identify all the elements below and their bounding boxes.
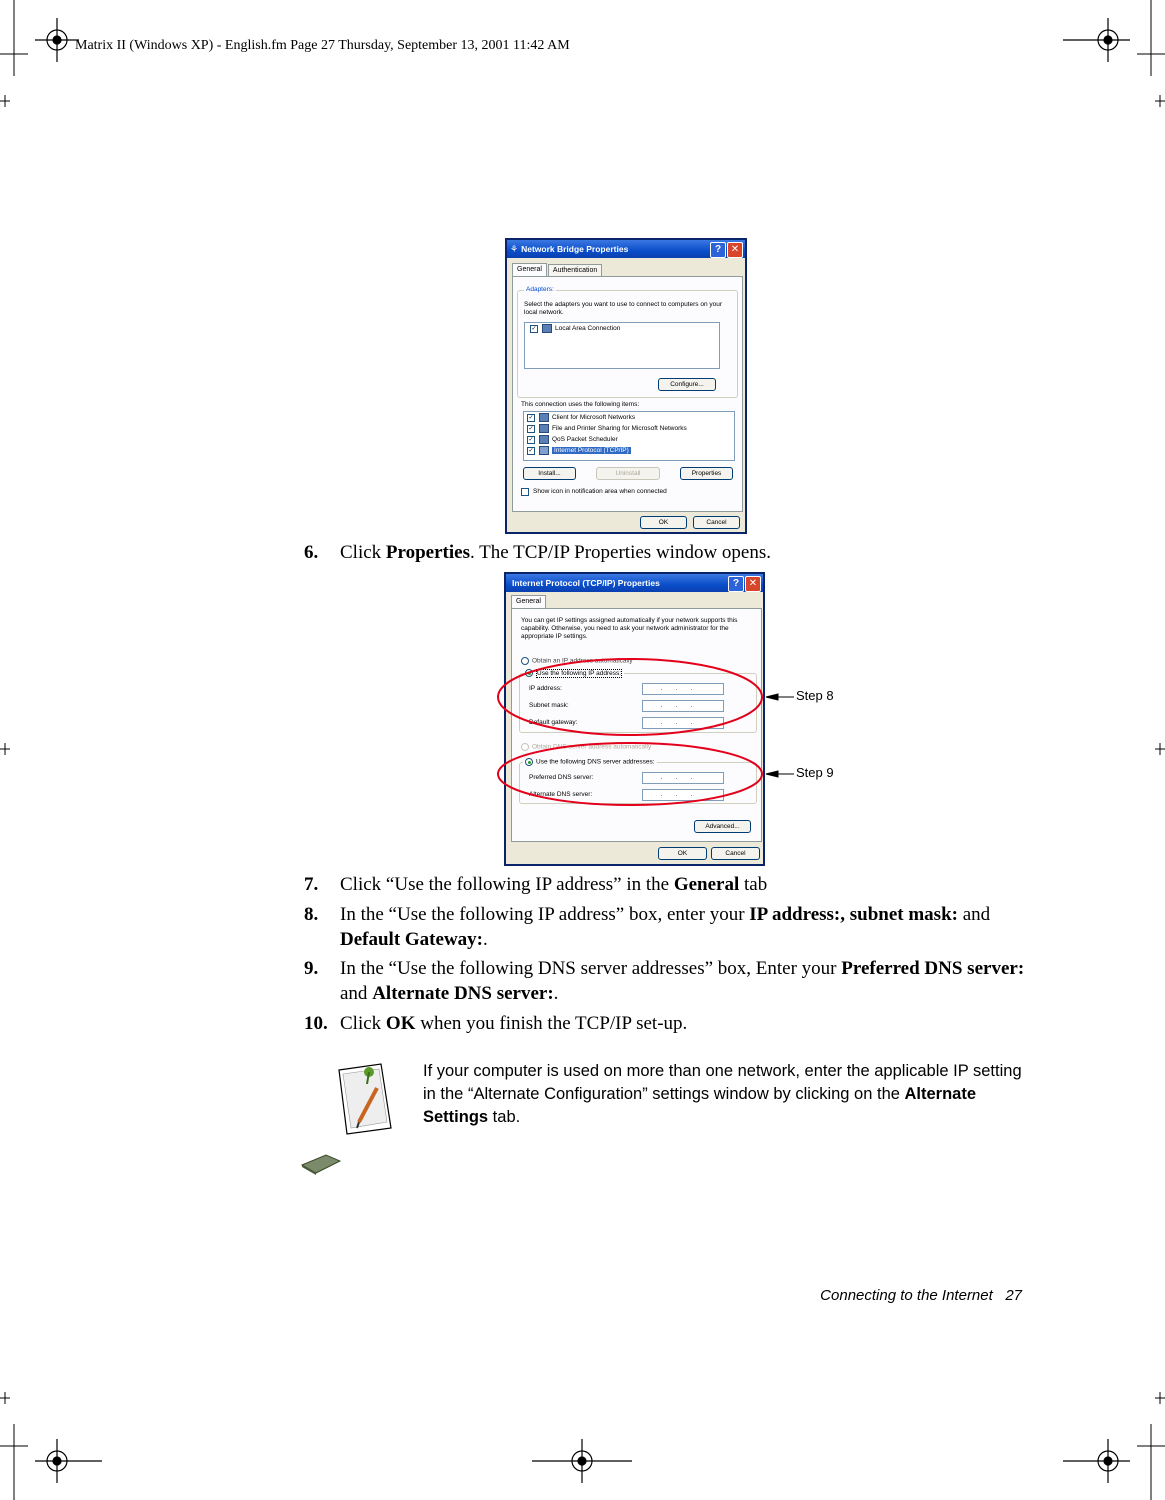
item-label: File and Printer Sharing for Microsoft Networks: [552, 425, 687, 432]
qos-icon: [539, 435, 549, 444]
ip-address-label: IP address:: [529, 685, 562, 692]
install-button[interactable]: Install...: [523, 467, 576, 480]
adapters-legend: Adapters:: [526, 286, 554, 293]
adapters-description: Select the adapters you want to use to connect to computers on your local network.: [524, 301, 723, 316]
step-bold: Alternate DNS server:: [372, 983, 554, 1004]
preferred-dns-label: Preferred DNS server:: [529, 774, 594, 781]
page-footer: [820, 1287, 1022, 1304]
list-item[interactable]: [524, 412, 734, 423]
client-icon: [539, 413, 549, 422]
description: You can get IP settings assigned automatically if your network supports this capability. Otherwise, you need to ask your network administrator for the appropriate IP settings.: [521, 617, 738, 640]
properties-button[interactable]: Properties: [680, 467, 733, 480]
tab-general[interactable]: General: [512, 263, 547, 276]
step8-arrowhead-icon: [766, 694, 778, 700]
step-text: Click: [340, 1013, 386, 1034]
list-item-selected[interactable]: [524, 445, 734, 456]
step-7: [304, 872, 1024, 897]
checkbox-checked-icon[interactable]: ✓: [528, 425, 534, 432]
dialog-titlebar: [506, 574, 763, 592]
adapters-group: [517, 286, 738, 398]
checkbox-checked-icon[interactable]: ✓: [528, 447, 534, 454]
list-item[interactable]: [525, 323, 719, 334]
checkbox-unchecked-icon[interactable]: [521, 488, 529, 496]
step9-arrowhead-icon: [766, 771, 778, 777]
checkbox-checked-icon[interactable]: ✓: [528, 436, 534, 443]
sharing-icon: [539, 424, 549, 433]
adapters-list[interactable]: [524, 322, 720, 369]
step-6: [304, 540, 1024, 565]
dialog-titlebar: [507, 240, 745, 258]
subnet-mask-input[interactable]: ...: [642, 700, 724, 712]
step-number: 8.: [304, 904, 319, 925]
step-text: .: [483, 929, 488, 950]
step-text: In the “Use the following IP address” box, enter your: [340, 904, 750, 925]
obtain-ip-label: Obtain an IP address automatically: [532, 657, 633, 665]
ok-button[interactable]: OK: [640, 516, 687, 529]
note-end-icon: [300, 1153, 342, 1175]
subnet-mask-label: Subnet mask:: [529, 702, 569, 709]
step-8: [304, 902, 1024, 952]
step-number: 6.: [304, 542, 319, 563]
step-text: . The TCP/IP Properties window opens.: [469, 542, 771, 563]
tab-general[interactable]: General: [511, 595, 546, 608]
print-stamp: Matrix II (Windows XP) - English.fm Page 27 Thursday, September 13, 2001 11:42 AM: [75, 38, 570, 53]
step-number: 10.: [304, 1013, 328, 1034]
close-icon[interactable]: ✕: [727, 242, 743, 258]
checkbox-checked-icon[interactable]: ✓: [531, 325, 537, 332]
help-icon[interactable]: ?: [728, 576, 744, 592]
note-text: [423, 1060, 1023, 1129]
ok-button[interactable]: OK: [658, 847, 707, 860]
step-text: and: [957, 904, 991, 925]
step-text: Click: [340, 542, 386, 563]
note-bold: Alternate Settings: [423, 1085, 977, 1126]
step-bold: Properties: [385, 542, 470, 563]
step-text: tab: [739, 874, 768, 895]
items-label: This connection uses the following items:: [521, 401, 640, 408]
cancel-button[interactable]: Cancel: [693, 516, 740, 529]
use-ip-label: Use the following IP address:: [537, 669, 622, 677]
note-text-part: If your computer is used on more than one network, enter the applicable IP setting in the “Alternate Configuration” settings window by clicking on the: [423, 1062, 1022, 1103]
step-bold: Default Gateway:: [340, 929, 483, 950]
protocol-icon: [539, 446, 549, 455]
step-bold: IP address:, subnet mask:: [749, 904, 958, 925]
preferred-dns-input[interactable]: ...: [642, 772, 724, 784]
close-icon[interactable]: ✕: [745, 576, 761, 592]
list-item[interactable]: [524, 423, 734, 434]
item-label: Internet Protocol (TCP/IP): [554, 447, 629, 454]
page-number: 27: [1005, 1287, 1022, 1304]
step-text: In the “Use the following DNS server addresses” box, Enter your: [340, 958, 842, 979]
alternate-dns-input[interactable]: ...: [642, 789, 724, 801]
uninstall-button[interactable]: Uninstall: [596, 467, 660, 480]
step-bold: General: [673, 874, 740, 895]
dialog-title: Internet Protocol (TCP/IP) Properties: [512, 578, 660, 588]
step9-highlight-ellipse: [498, 743, 762, 805]
show-icon-option[interactable]: [521, 486, 667, 497]
step-bold: Preferred DNS server:: [841, 958, 1025, 979]
item-label: Client for Microsoft Networks: [552, 414, 636, 421]
advanced-button[interactable]: Advanced...: [694, 820, 751, 833]
show-icon-label: Show icon in notification area when connected: [533, 488, 667, 495]
checkbox-checked-icon[interactable]: ✓: [528, 414, 534, 421]
list-item[interactable]: [524, 434, 734, 445]
step-text: and: [340, 983, 373, 1004]
cancel-button[interactable]: Cancel: [711, 847, 760, 860]
note-text-part: tab.: [488, 1108, 521, 1126]
adapter-label: Local Area Connection: [555, 325, 621, 332]
network-adapter-icon: [542, 324, 552, 333]
network-icon: ⚘: [510, 243, 519, 254]
step-10: [304, 1011, 1024, 1036]
configure-button[interactable]: Configure...: [658, 378, 716, 391]
step-9: [304, 956, 1024, 1006]
general-panel: [512, 276, 743, 512]
step-text: .: [553, 983, 559, 1004]
use-dns-label: Use the following DNS server addresses:: [536, 758, 655, 766]
network-bridge-dialog: [505, 238, 747, 534]
step8-highlight-ellipse: [498, 659, 762, 735]
footer-section: Connecting to the Internet: [820, 1287, 993, 1304]
step-bold: OK: [385, 1013, 416, 1034]
step9-callout: Step 9: [796, 765, 834, 780]
default-gateway-label: Default gateway:: [529, 719, 578, 726]
step-text: when you finish the TCP/IP set-up.: [415, 1013, 688, 1034]
dialog-title: Network Bridge Properties: [521, 244, 629, 254]
alternate-dns-label: Alternate DNS server:: [529, 791, 593, 798]
tab-authentication[interactable]: Authentication: [548, 264, 602, 277]
help-icon[interactable]: ?: [710, 242, 726, 258]
item-label: QoS Packet Scheduler: [552, 436, 618, 443]
step8-callout: Step 8: [796, 688, 834, 703]
components-list[interactable]: [523, 411, 735, 461]
obtain-dns-label: Obtain DNS server address automatically: [532, 743, 652, 751]
step-number: 9.: [304, 958, 319, 979]
step-number: 7.: [304, 874, 319, 895]
ip-address-input[interactable]: ...: [642, 683, 724, 695]
annotation-overlay: [490, 655, 800, 810]
default-gateway-input[interactable]: ...: [642, 717, 724, 729]
step-text: Click “Use the following IP address” in the: [340, 874, 674, 895]
note-pad-icon: [333, 1058, 393, 1138]
